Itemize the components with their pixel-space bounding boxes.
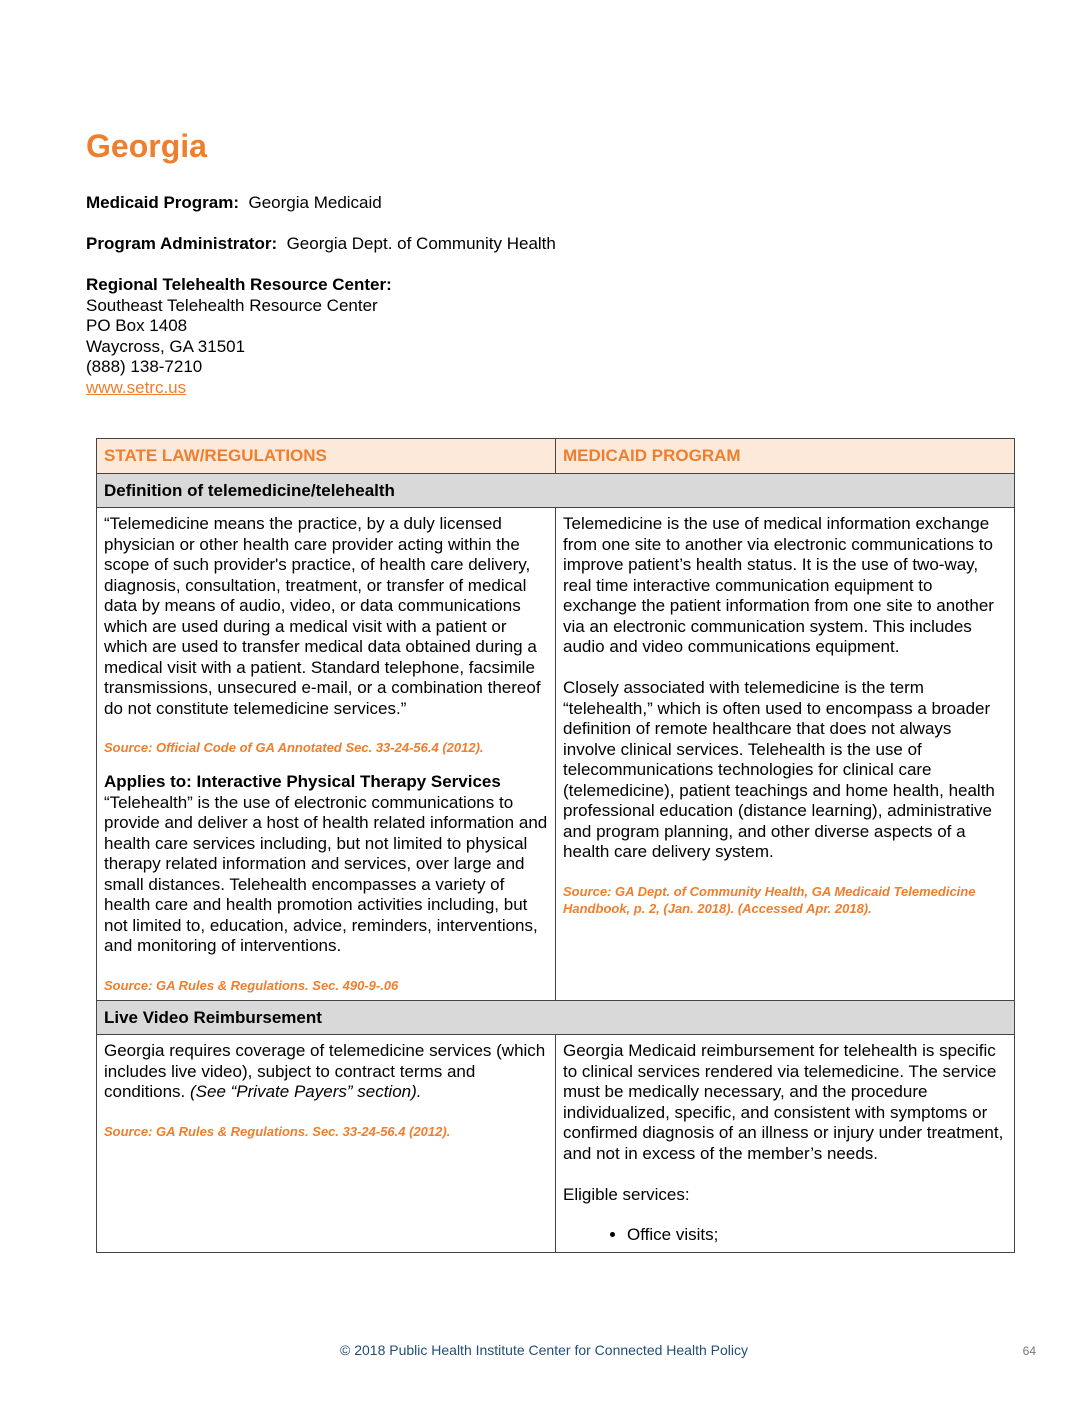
live-video-law-see-also: (See “Private Payers” section). bbox=[190, 1082, 422, 1101]
telehealth-policy-table bbox=[96, 438, 1015, 1253]
resource-center-name: Southeast Telehealth Resource Center bbox=[86, 295, 378, 315]
resource-center-link[interactable]: www.setrc.us bbox=[86, 377, 187, 397]
header-medicaid-program: MEDICAID PROGRAM bbox=[556, 439, 1015, 474]
resource-center-address1: PO Box 1408 bbox=[86, 316, 188, 335]
definition-applies-to: Applies to: Interactive Physical Therapy Services bbox=[104, 772, 501, 791]
resource-center-address2: Waycross, GA 31501 bbox=[86, 336, 246, 356]
live-video-law-text bbox=[104, 1041, 548, 1103]
live-video-medicaid-text: Georgia Medicaid reimbursement for telehealth is specific to clinical services rendered via telemedicine. The service must be medically necessary, and the procedure individualized, specific, and consistent with symptoms or confirmed diagnosis of an illness or injury under treatment, and not in excess of the member’s needs. bbox=[563, 1041, 1004, 1163]
list-item: • Office visits; bbox=[627, 1225, 1007, 1246]
resource-center-phone: (888) 138-7210 bbox=[86, 357, 203, 376]
resource-center-label: Regional Telehealth Resource Center: bbox=[86, 275, 392, 294]
table-row-live-video bbox=[97, 1035, 1015, 1253]
definition-pt-text: “Telehealth” is the use of electronic communications to provide and deliver a host of health related information and health care services including, but not limited to physical therapy related information and services, over large and small distances. Telehealth encompasses a variety of health care and health promotion activities including, but not limited to, education, advice, reminders, interventions, and monitoring of interventions. bbox=[104, 792, 548, 955]
table-header-row bbox=[97, 439, 1015, 474]
resource-center-block bbox=[86, 275, 392, 398]
section-title-live-video: Live Video Reimbursement bbox=[97, 1000, 1015, 1035]
live-video-law-source: Source: GA Rules & Regulations. Sec. 33-24-56.4 (2012). bbox=[104, 1123, 451, 1139]
live-video-law-cell bbox=[97, 1035, 556, 1253]
page-title: Georgia bbox=[86, 128, 207, 164]
definition-medicaid-source: Source: GA Dept. of Community Health, GA Medicaid Telemedicine Handbook, p. 2, (Jan. 2018). (Accessed Apr. 2018). bbox=[563, 883, 976, 916]
definition-medicaid-text: Telemedicine is the use of medical information exchange from one site to another via electronic communications to improve patient’s health status. It is the use of two-way, real time interactive communication equipment to exchange the patient information from one site to another via an electronic communication system. This includes audio and video communications equipment. bbox=[563, 514, 994, 656]
section-row-definition bbox=[97, 473, 1015, 508]
medicaid-program-label: Medicaid Program: bbox=[86, 193, 240, 212]
program-administrator-value: Georgia Dept. of Community Health bbox=[286, 234, 556, 253]
program-administrator-label: Program Administrator: bbox=[86, 234, 278, 253]
definition-medicaid-cell bbox=[556, 508, 1015, 1001]
page-number: 64 bbox=[1022, 1344, 1036, 1358]
section-title-definition: Definition of telemedicine/telehealth bbox=[97, 473, 1015, 508]
definition-law-text: “Telemedicine means the practice, by a duly licensed physician or other health care provider acting within the scope of such provider's practice, of health care delivery, diagnosis, consultation, treatment, or transfer of medical data by means of audio, video, or data communications which are used during a medical visit with a patient or which are used to transfer medical data obtained during a medical visit with a patient. Standard telephone, facsimile transmissions, unsecured e-mail, or a combination thereof do not constitute telemedicine services.” bbox=[104, 514, 541, 718]
medicaid-program-line bbox=[86, 193, 382, 214]
eligible-services-list bbox=[563, 1225, 1007, 1246]
definition-law-source: Source: Official Code of GA Annotated Sec. 33-24-56.4 (2012). bbox=[104, 740, 484, 755]
header-state-law: STATE LAW/REGULATIONS bbox=[97, 439, 556, 474]
definition-law-cell bbox=[97, 508, 556, 1001]
table-row-definition bbox=[97, 508, 1015, 1001]
section-row-live-video bbox=[97, 1000, 1015, 1035]
program-administrator-line bbox=[86, 234, 556, 255]
footer-copyright: © 2018 Public Health Institute Center for Connected Health Policy bbox=[340, 1342, 748, 1358]
definition-medicaid-telehealth-text: Closely associated with telemedicine is the term “telehealth,” which is often used to encompass a broader definition of remote healthcare that does not always involve clinical services. Telehealth is the use of telecommunications technologies for clinical care (telemedicine), patient teachings and home health, health professional education (distance learning), administrative and program planning, and other diverse aspects of a health care delivery system. bbox=[563, 678, 995, 861]
live-video-law-main: Georgia requires coverage of telemedicine services (which includes live video), subject to contract terms and conditions. bbox=[104, 1041, 546, 1101]
live-video-medicaid-cell bbox=[556, 1035, 1015, 1253]
definition-pt-source: Source: GA Rules & Regulations. Sec. 490-9-.06 bbox=[104, 977, 399, 993]
eligible-services-label: Eligible services: bbox=[563, 1184, 690, 1204]
medicaid-program-value: Georgia Medicaid bbox=[248, 193, 382, 212]
